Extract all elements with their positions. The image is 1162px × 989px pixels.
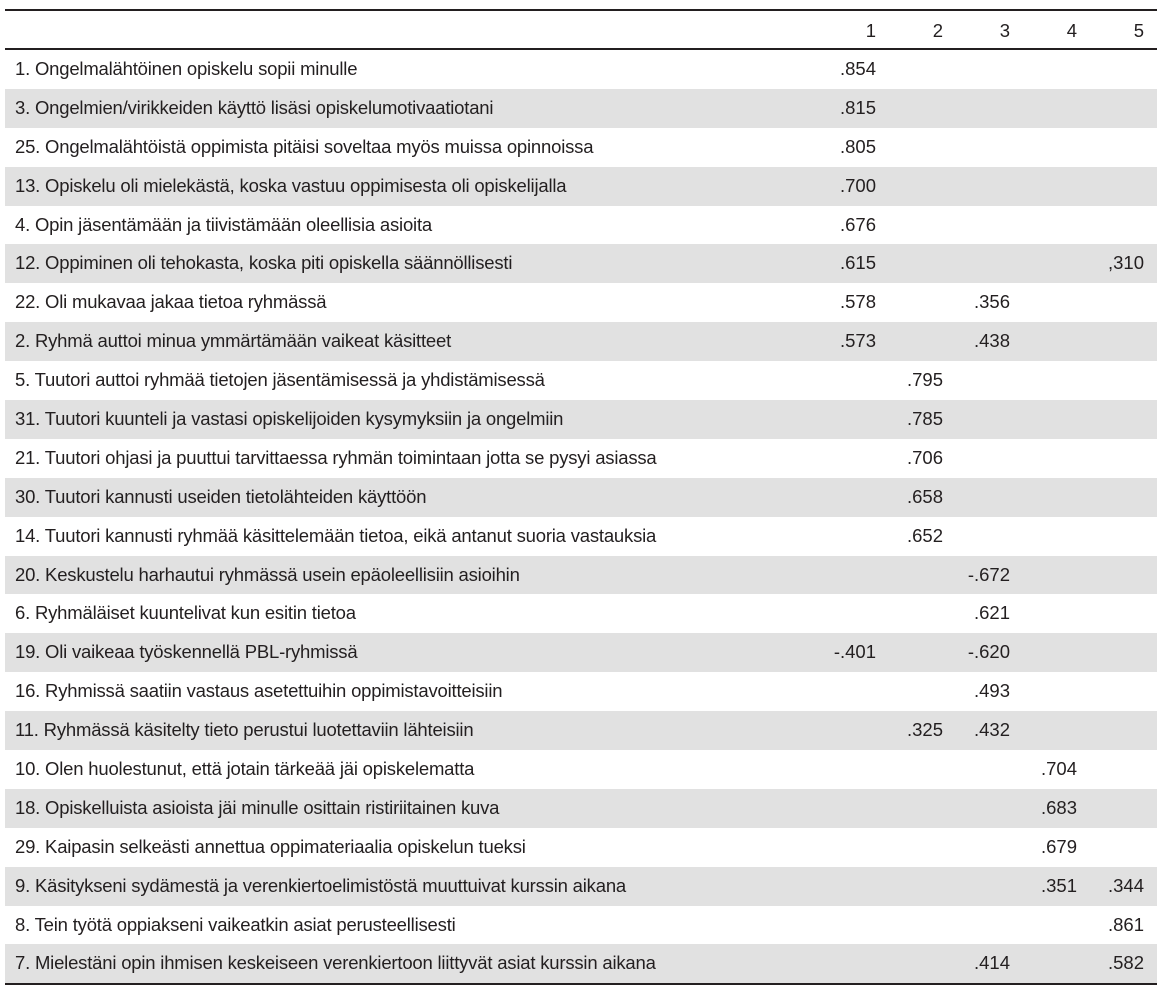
table-row: [5, 828, 1157, 867]
table-row: [5, 750, 1157, 789]
table-row: [5, 283, 1157, 322]
loading-value-factor-3: -.620: [967, 641, 1010, 663]
loading-value-factor-2: .785: [906, 408, 943, 430]
loading-value-factor-4: .679: [1040, 835, 1077, 857]
table-row: [5, 478, 1157, 517]
table-row: [5, 906, 1157, 945]
table-row: [5, 400, 1157, 439]
item-label: 2. Ryhmä auttoi minua ymmärtämään vaikeat käsitteet: [15, 330, 452, 352]
loading-value-factor-1: .578: [839, 291, 876, 313]
item-label: 9. Käsitykseni sydämestä ja verenkiertoelimistöstä muuttuivat kurssin aikana: [15, 874, 626, 896]
loading-value-factor-1: .854: [839, 58, 876, 79]
item-label: 13. Opiskelu oli mielekästä, koska vastuu oppimisesta oli opiskelijalla: [15, 174, 567, 196]
loading-value-factor-1: .615: [839, 252, 876, 274]
item-label: 7. Mielestäni opin ihmisen keskeiseen verenkiertoon liittyvät asiat kurssin aikana: [15, 952, 656, 974]
table-body: [5, 50, 1157, 983]
item-label: 25. Ongelmalähtöistä oppimista pitäisi soveltaa myös muissa opinnoissa: [15, 135, 594, 157]
loading-value-factor-3: .432: [973, 719, 1010, 741]
column-header: 5: [1133, 20, 1144, 41]
loading-value-factor-3: .414: [973, 952, 1010, 974]
item-label: 8. Tein työtä oppiakseni vaikeatkin asiat perusteellisesti: [15, 913, 456, 935]
column-header: 4: [1066, 20, 1077, 41]
item-label: 29. Kaipasin selkeästi annettua oppimateriaalia opiskelun tueksi: [15, 835, 526, 857]
loading-value-factor-3: .621: [973, 602, 1010, 624]
item-label: 22. Oli mukavaa jakaa tietoa ryhmässä: [15, 291, 327, 313]
table-row: [5, 867, 1157, 906]
table-row: [5, 50, 1157, 89]
table-row: [5, 711, 1157, 750]
loading-value-factor-5: ,310: [1107, 252, 1144, 274]
table-row: [5, 128, 1157, 167]
loading-value-factor-3: .493: [973, 680, 1010, 702]
table-row: [5, 517, 1157, 556]
item-label: 3. Ongelmien/virikkeiden käyttö lisäsi opiskelumotivaatiotani: [15, 96, 494, 118]
table-row: [5, 633, 1157, 672]
loading-value-factor-4: .704: [1040, 758, 1077, 780]
loading-value-factor-4: .683: [1040, 796, 1077, 818]
item-label: 11. Ryhmässä käsitelty tieto perustui luotettaviin lähteisiin: [15, 719, 474, 741]
loading-value-factor-4: .351: [1040, 874, 1077, 896]
table-row: [5, 439, 1157, 478]
loading-value-factor-5: .582: [1107, 952, 1144, 974]
item-label: 14. Tuutori kannusti ryhmää käsittelemään tietoa, eikä antanut suoria vastauksia: [15, 524, 657, 546]
column-header: 3: [999, 20, 1010, 41]
item-label: 19. Oli vaikeaa työskennellä PBL-ryhmissä: [15, 641, 358, 663]
table-row: [5, 672, 1157, 711]
item-label: 20. Keskustelu harhautui ryhmässä usein epäoleellisiin asioihin: [15, 563, 520, 585]
loading-value-factor-2: .652: [906, 524, 943, 546]
table-row: [5, 206, 1157, 245]
item-label: 30. Tuutori kannusti useiden tietolähteiden käyttöön: [15, 485, 427, 507]
table-row: [5, 89, 1157, 128]
table-row: [5, 361, 1157, 400]
column-header: 1: [865, 20, 876, 41]
item-label: 4. Opin jäsentämään ja tiivistämään oleellisia asioita: [15, 213, 432, 235]
loading-value-factor-2: .325: [906, 719, 943, 741]
item-label: 12. Oppiminen oli tehokasta, koska piti opiskella säännöllisesti: [15, 252, 513, 274]
item-label: 31. Tuutori kuunteli ja vastasi opiskelijoiden kysymyksiin ja ongelmiin: [15, 408, 564, 430]
loading-value-factor-3: -.672: [967, 563, 1010, 585]
item-label: 16. Ryhmissä saatiin vastaus asetettuihin oppimistavoitteisiin: [15, 680, 503, 702]
item-label: 5. Tuutori auttoi ryhmää tietojen jäsentämisessä ja yhdistämisessä: [15, 369, 545, 391]
table-row: [5, 322, 1157, 361]
table-header: [5, 11, 1157, 50]
loading-value-factor-1: -.401: [833, 641, 876, 663]
loading-value-factor-1: .700: [839, 174, 876, 196]
loading-value-factor-2: .658: [906, 485, 943, 507]
table-row: [5, 556, 1157, 595]
table-row: [5, 167, 1157, 206]
item-label: 18. Opiskelluista asioista jäi minulle osittain ristiriitainen kuva: [15, 796, 500, 818]
loading-value-factor-2: .706: [906, 446, 943, 468]
item-label: 10. Olen huolestunut, että jotain tärkeää jäi opiskelematta: [15, 758, 475, 780]
loading-value-factor-5: .344: [1107, 874, 1144, 896]
factor-loadings-table: [5, 9, 1157, 985]
loading-value-factor-3: .438: [973, 330, 1010, 352]
column-header: 2: [932, 20, 943, 41]
item-label: 6. Ryhmäläiset kuuntelivat kun esitin tietoa: [15, 602, 356, 624]
loading-value-factor-1: .805: [839, 135, 876, 157]
loading-value-factor-2: .795: [906, 369, 943, 391]
table-row: [5, 789, 1157, 828]
item-label: 21. Tuutori ohjasi ja puuttui tarvittaessa ryhmän toimintaan jotta se pysyi asiassa: [15, 446, 657, 468]
item-label: 1. Ongelmalähtöinen opiskelu sopii minulle: [15, 58, 358, 79]
table-row: [5, 944, 1157, 983]
loading-value-factor-3: .356: [973, 291, 1010, 313]
loading-value-factor-1: .573: [839, 330, 876, 352]
loading-value-factor-1: .676: [839, 213, 876, 235]
table-row: [5, 594, 1157, 633]
loading-value-factor-5: .861: [1107, 913, 1144, 935]
loading-value-factor-1: .815: [839, 96, 876, 118]
table-row: [5, 244, 1157, 283]
